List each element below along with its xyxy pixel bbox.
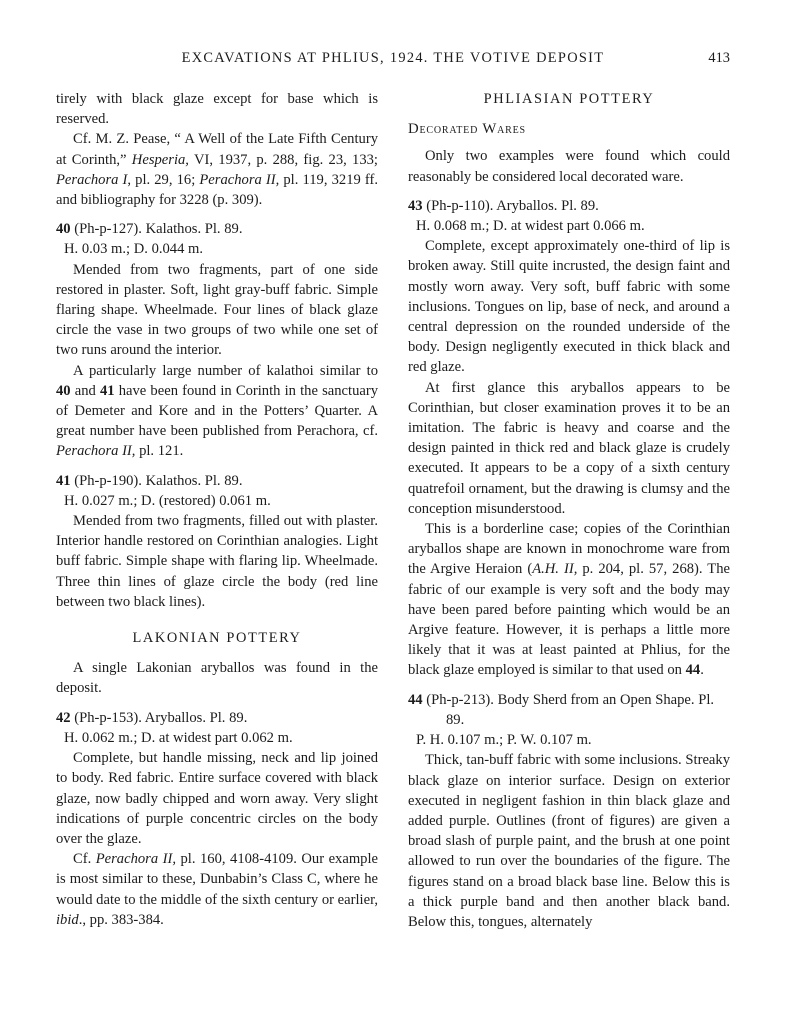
entry-43-discussion: At first glance this aryballos appears to be Corinthian, but closer examination proves it to be an imitation. The fabric is heavy and coarse and the design painted in thick red and black glaze is crudely executed. It appears to be a copy of a sixth century quatrefoil ornament, but the drawing is clumsy and the conception misunderstood.: [408, 379, 730, 517]
entry-42-description: Complete, but handle missing, neck and lip joined to body. Red fabric. Entire surface covered with black glaze, now badly chipped and worn away. Very slight indications of purple concentric circles on the body over the glaze.: [56, 750, 378, 847]
lakonian-intro-paragraph: A single Lakonian aryballos was found in the deposit.: [56, 660, 378, 697]
page-header: [56, 48, 730, 68]
subsection-heading-decorated-wares: Decorated Wares: [408, 121, 526, 138]
entry-41-heading: 41 (Ph-p-190). Kalathos. Pl. 89.: [56, 472, 243, 489]
decorated-wares-intro-paragraph: Only two examples were found which could reasonably be considered local decorated ware.: [408, 148, 730, 185]
entry-43-attribution-discussion: This is a borderline case; copies of the Corinthian aryballos shape are known in monochrome ware from the Argive Heraion (A.H. II, p. 204, pl. 57, 268). The fabric of our example is very soft and the body may have been pared before painting which would be an Argive feature. However, it is perhaps a little more likely that it was at least painted at Phlius, for the black glaze employed is similar to that used on 44.: [408, 521, 730, 679]
two-column-body: [56, 89, 730, 932]
left-column: [56, 89, 378, 932]
running-title: EXCAVATIONS AT PHLIUS, 1924. THE VOTIVE DEPOSIT: [181, 50, 605, 66]
entry-41-dimensions: H. 0.027 m.; D. (restored) 0.061 m.: [64, 492, 271, 509]
entry-44-dimensions: P. H. 0.107 m.; P. W. 0.107 m.: [416, 732, 592, 749]
entry-43-description: Complete, except approximately one-third of lip is broken away. Still quite incrusted, the design faint and mostly worn away. Very soft, buff fabric with some inclusions. Tongues on lip, base of neck, and around a central depression on the rounded underside of the body. Design negligently executed in thick black and red glaze.: [408, 238, 730, 376]
section-heading-phliasian-pottery: PHLIASIAN POTTERY: [483, 91, 655, 107]
entry-43-dimensions: H. 0.068 m.; D. at widest part 0.066 m.: [416, 218, 645, 235]
entry-44-description: Thick, tan-buff fabric with some inclusions. Streaky black glaze on interior surface. Design on exterior executed in negligent fashion in thin black glaze and added purple. Outlines (front of figures) are given a broad slash of purple paint, and the brush at one point allowed to run over the boundaries of the figure. The figures stand on a broad black base line. Below this is a thick purple band and then another black band. Below this, tongues, alternately: [408, 752, 730, 930]
reference-paragraph-pease: Cf. M. Z. Pease, “ A Well of the Late Fifth Century at Corinth,” Hesperia, VI, 1937, p. 288, fig. 23, 133; Perachora I, pl. 29, 16; Perachora II, pl. 119, 3219 ff. and bibliography for 3228 (p. 309).: [56, 131, 379, 209]
entry-42-heading: 42 (Ph-p-153). Aryballos. Pl. 89.: [56, 709, 248, 726]
entry-40-comparanda: A particularly large number of kalathoi similar to 40 and 41 have been found in Corinth in the sanctuary of Demeter and Kore and in the Potters’ Quarter. A great number have been published from Perachora, cf. Perachora II, pl. 121.: [56, 362, 379, 460]
entry-40-description: Mended from two fragments, part of one side restored in plaster. Soft, light gray-buff fabric. Simple flaring shape. Wheelmade. Four lines of black glaze circle the vase in two groups of two while one set of two runs around the interior.: [56, 261, 378, 359]
section-heading-lakonian-pottery: LAKONIAN POTTERY: [132, 630, 302, 647]
entry-44-heading: 44 (Ph-p-213). Body Sherd from an Open Shape. Pl. 89.: [408, 691, 715, 728]
paragraph-continuation: tirely with black glaze except for base which is reserved.: [56, 91, 378, 128]
entry-41-description: Mended from two fragments, filled out with plaster. Interior handle restored on Corinthian analogies. Light buff fabric. Simple shape with flaring lip. Wheelmade. Three thin lines of glaze circle the body (red line between two black lines).: [56, 513, 378, 610]
entry-40-dimensions: H. 0.03 m.; D. 0.044 m.: [64, 241, 204, 258]
entry-40-heading: 40 (Ph-p-127). Kalathos. Pl. 89.: [56, 221, 243, 238]
entry-43-heading: 43 (Ph-p-110). Aryballos. Pl. 89.: [408, 197, 599, 214]
entry-42-dimensions: H. 0.062 m.; D. at widest part 0.062 m.: [64, 729, 293, 746]
entry-42-comparanda: Cf. Perachora II, pl. 160, 4108-4109. Our example is most similar to these, Dunbabin’s Class C, where he would date to the middle of the sixth century or earlier, ibid., pp. 383-384.: [56, 851, 379, 928]
right-column: [408, 89, 730, 932]
page-number: 413: [708, 50, 730, 66]
